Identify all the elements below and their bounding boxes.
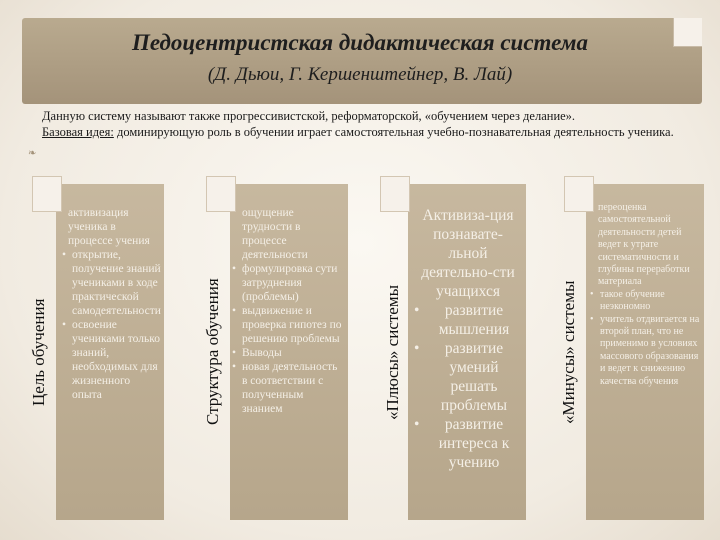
intro-line-1: Данную систему называют также прогрессивистской, реформаторской, «обучением через делание». <box>42 109 576 123</box>
list-item: • развитие мышления <box>414 301 522 339</box>
cons-column-label: «Минусы» системы <box>559 280 578 424</box>
list-item: • развитие интереса к учению <box>414 415 522 472</box>
cons-first-item: переоценка самостоятельной деятельности детей ведет к утрате систематичности и глубины переработки материала <box>598 202 690 288</box>
list-item: • формулировка сути затруднения (проблемы) <box>232 262 342 304</box>
intro-line-2 <box>42 124 702 140</box>
pros-column-label: «Плюсы» системы <box>383 284 402 420</box>
base-idea-label: Базовая идея: <box>42 125 114 139</box>
list-item: • освоение учениками только знаний, необходимых для жизненного опыта <box>62 318 162 402</box>
goal-first-item: активизация ученика в процессе учения <box>68 207 150 247</box>
structure-column-label: Структура обучения <box>203 278 222 426</box>
pros-first-item: Активиза-ция познавате-льной деятельно-сти учащихся <box>421 207 515 300</box>
base-idea-text: доминирующую роль в обучении играет самостоятельная учебно-познавательная деятельность ученика. <box>113 125 674 139</box>
pros-column-text <box>414 206 522 520</box>
goal-column-label: Цель обучения <box>29 298 48 406</box>
cons-column-text <box>590 202 700 516</box>
list-item: • выдвижение и проверка гипотез по решению проблемы <box>232 304 342 346</box>
structure-column-text <box>232 206 342 520</box>
list-item: • развитие умений решать проблемы <box>414 339 522 415</box>
structure-first-item: ощущение трудности в процессе деятельности <box>242 207 308 261</box>
list-item: • новая деятельность в соответствии с полученным знанием <box>232 360 342 416</box>
list-item: • Выводы <box>232 346 342 360</box>
list-item: • открытие, получение знаний учениками в ходе практической самодеятельности <box>62 248 162 318</box>
slide-subtitle: (Д. Дьюи, Г. Кершенштейнер, В. Лай) <box>207 64 513 85</box>
slide-title: Педоцентристская дидактическая система <box>131 30 589 55</box>
goal-column-text <box>62 206 162 520</box>
list-item: • учитель отдвигается на второй план, что не применимо в условиях массового образования и ведет к снижению качества обучения <box>590 314 700 388</box>
bullet-icon: ❧ <box>28 148 37 159</box>
intro-text <box>42 108 702 140</box>
list-item: • такое обучение неэкономно <box>590 289 700 314</box>
